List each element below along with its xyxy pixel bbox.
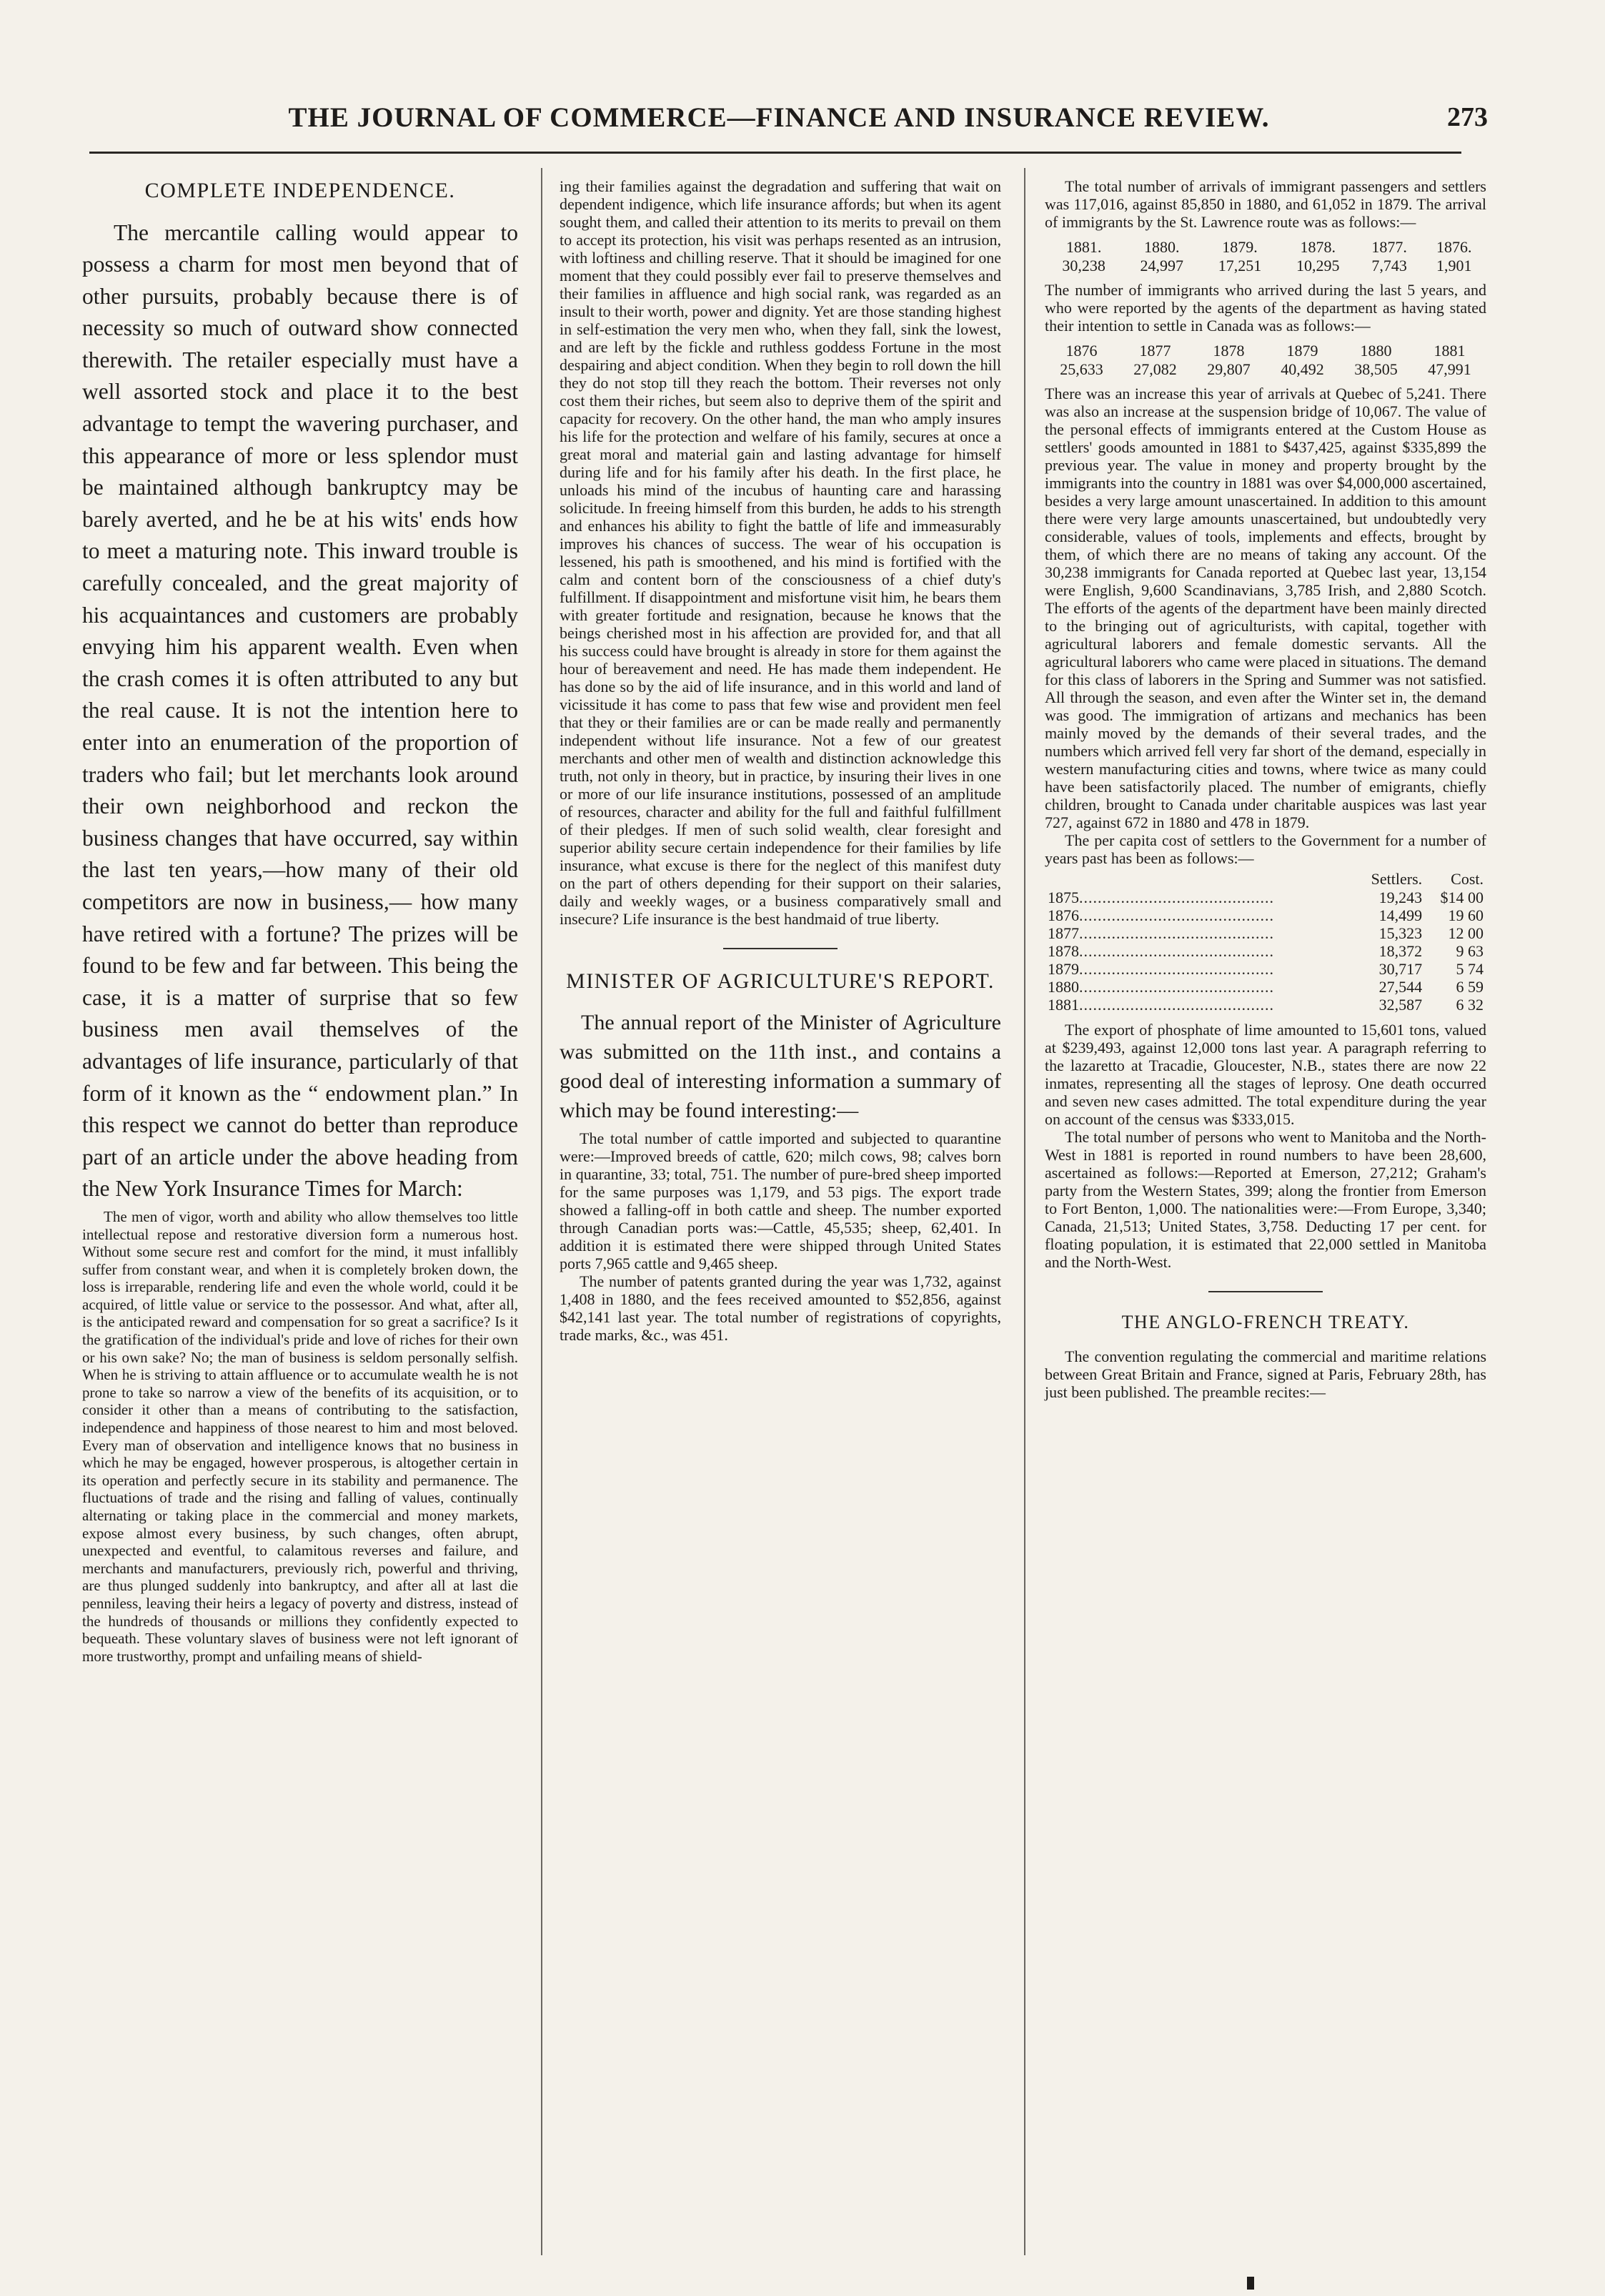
phosphate-paragraph: The export of phosphate of lime amounted to 15,601 tons, valued at $239,493, against 12,000 tons last year. A paragraph referring to the lazaretto at Tracadie, Gloucester, N.B., states there are now 22 inmates, representing all the stages of leprosy. One death occurred and seven new cases admitted. The total expenditure during the year on account of the census was $333,015. xyxy=(1045,1021,1486,1128)
anglo-french-paragraph: The convention regulating the commercial and maritime relations between Great Britain and France, signed at Paris, February 28th, has just been published. The preamble recites:— xyxy=(1045,1347,1486,1401)
table-value-cell: 25,633 xyxy=(1060,360,1103,378)
table-value-cell: 24,997 xyxy=(1140,257,1184,274)
table-row xyxy=(1045,360,1486,379)
st-lawrence-arrivals-table xyxy=(1045,238,1486,275)
column-two xyxy=(560,177,1001,1344)
settlers-column-header: Settlers. xyxy=(1371,870,1423,888)
year-cell: 1879 xyxy=(1048,960,1079,978)
year-cell: 1876 xyxy=(1048,906,1079,924)
column-one xyxy=(82,177,518,1665)
table-year-cell: 1881 xyxy=(1433,342,1466,360)
table-row: 1880.......................................... 27,544 6 59 xyxy=(1045,978,1486,996)
year-cell: 1881 xyxy=(1048,996,1079,1014)
cost-cell: 12 00 xyxy=(1448,924,1484,942)
table-value-cell: 30,238 xyxy=(1062,257,1105,274)
cost-cell: 19 60 xyxy=(1448,906,1484,924)
table-year-cell: 1880. xyxy=(1144,238,1180,256)
table-row: 1877.......................................... 15,323 12 00 xyxy=(1045,924,1486,942)
year-cell: 1877 xyxy=(1048,924,1079,942)
cost-cell: $14 00 xyxy=(1440,889,1484,906)
complete-independence-lead: The mercantile calling would appear to possess a charm for most men beyond that of other pursuits, probably because there is of necessity so much of outward show connected therewith. The retailer especially must have a well assorted stock and place it to the best advantage to tempt the wavering purchaser, and this appearance of more or less splendor must be maintained although bankruptcy may be barely averted, and he be at his wits' ends how to meet a maturing note. This inward trouble is carefully concealed, and the great majority of his acquaintances and customers are probably envying him his apparent wealth. Even when the crash comes it is often attributed to any but the real cause. It is not the intention here to enter into an enumeration of the proportion of traders who fail; but let merchants look around their own neighborhood and reckon the business changes that have occurred, say within the last ten years,—how many of their old competitors are now in business,— how many have retired with a fortune? The prizes will be found to be few and far between. This being the case, it is a matter of surprise that so few business men avail themselves of the advantages of life insurance, particularly of that form of it known as the “ endowment plan.” In this respect we cannot do better than reproduce part of an article under the above heading from the New York Insurance Times for March: xyxy=(82,219,518,1202)
quote-continuation: ing their families against the degradation and suffering that wait on dependent indigence, which life insurance affords; but when its agent sought them, and called their attention to its merits to prevail on them to accept its protection, his visit was perhaps resented as an intrusion, with loftiness and chilling reserve. That it should be imagined for one moment that they could possibly ever fail to preserve themselves and their families in affluence and high social rank, was regarded as an insult to their worth, power and dignity. Yet are those standing highest in self-estimation the very men who, when they fall, sink the lowest, and are left by the fickle and ruthless goddess Fortune in the most despairing and abject condition. When they begin to roll down the hill they do not stop till they reach the bottom. Their reverses not only cost them their riches, but seem also to deprive them of the spirit and capacity for recovery. On the other hand, the man who amply insures his life for the protection and welfare of his family, secures at once a great moral and material gain and lasting advantage for himself during life and for his family after his death. In the first place, he unloads his mind of the incubus of haunting care and harassing solicitude. In freeing himself from this burden, he adds to his strength and enhances his ability to fight the battle of life and immeasurably improves his chances of success. The wear of his occupation is lessened, his path is smoothened, and his mind is fortified with the calm and content born of the consciousness of a chief duty's fulfillment. If disappointment and misfortune visit him, he bears them with greater fortitude and resignation, because he knows that the beings cherished most in his affection are provided for, and that all his success could have brought is already in store for them against the hour of bereavement and need. He has made them independent. He has done so by the aid of life insurance, and in this world and land of vicissitude it has come to pass that few wise and provident men feel that they or their families are or can be made really and permanently independent without life insurance. Not a few of our greatest merchants and other men of wealth and distinction acknowledge this truth, not only in theory, but in practice, by insuring their lives in one or more of our life insurance institutions, possessed of an amplitude of resources, character and ability for the full and faithful fulfillment of their pledges. If men of such solid wealth, clear foresight and superior ability secure certain independence for their families by life insurance, what excuse is there for the neglect of this manifest duty on the part of others depending for their support on their salaries, daily and weekly wages, or a business comparatively small and insecure? Life insurance is the best handmaid of true liberty. xyxy=(560,177,1001,928)
cost-cell: 5 74 xyxy=(1456,960,1484,978)
table-row xyxy=(1045,257,1486,275)
header-rule xyxy=(89,152,1461,154)
settlers-cell: 18,372 xyxy=(1378,942,1423,960)
minister-report-lead: The annual report of the Minister of Agriculture was submitted on the 11th inst., and contains a good deal of interesting information a summary of which may be found interesting:— xyxy=(560,1010,1001,1122)
insurance-times-quote: The men of vigor, worth and ability who allow themselves too little intellectual repose and restorative diversion form a numerous host. Without some secure rest and comfort for the mind, it must infallibly suffer from constant wear, and when it is completely broken down, the loss is irreparable, rendering life and even the whole world, could it be acquired, of little value or service to the possessor. And what, after all, is the anticipated reward and compensation for so great a sacrifice? Is it the gratification of the individual's pride and love of riches for their own or his own sake? No; the man of business is seldom personally selfish. When he is striving to attain affluence or to accumulate wealth he is not prone to take so narrow a view of the benefits of its acquisition, or to consider it other than a means of contributing to the satisfaction, independence and happiness of those nearest to him and most beloved. Every man of observation and intelligence knows that no business in which he may be engaged, however prosperous, is altogether certain in its operation and perfectly secure in its stability and permanence. The fluctuations of trade and the rising and falling of values, continually alternating or taking place in the commercial and money markets, expose almost every business, by such changes, often abrupt, unexpected and eventful, to calamitous reverses and failure, and merchants and manufacturers, previously rich, powerful and thriving, are thus plunged suddenly into bankruptcy, and after all at last die penniless, leaving their heirs a legacy of poverty and distress, instead of the hundreds of thousands or millions they confidently expected to bequeath. These voluntary slaves of business were not left ignorant of more trustworthy, prompt and unfailing means of shield- xyxy=(82,1207,518,1665)
table-row: 1879.......................................... 30,717 5 74 xyxy=(1045,960,1486,978)
table-year-cell: 1877. xyxy=(1371,238,1407,256)
table-row: 1875.......................................... 19,243 $14 00 xyxy=(1045,889,1486,906)
table-header-row xyxy=(1045,238,1486,257)
settlers-cell: 32,587 xyxy=(1378,996,1423,1014)
table-value-cell: 7,743 xyxy=(1371,257,1407,274)
section-rule xyxy=(1208,1291,1323,1292)
year-cell: 1878 xyxy=(1048,942,1079,960)
table-year-cell: 1878. xyxy=(1300,238,1336,256)
cost-cell: 9 63 xyxy=(1456,942,1484,960)
per-capita-paragraph: The per capita cost of settlers to the Government for a number of years past has been as follows:— xyxy=(1045,831,1486,867)
intention-paragraph: The number of immigrants who arrived during the last 5 years, and who were reported by the agents of the department as having stated their intention to settle in Canada was as follows:— xyxy=(1045,281,1486,335)
table-value-cell: 40,492 xyxy=(1281,360,1324,378)
settlers-cell: 14,499 xyxy=(1378,906,1423,924)
section-rule xyxy=(723,948,838,949)
patents-paragraph: The number of patents granted during the year was 1,732, against 1,408 in 1880, and the fees received amounted to $52,856, against $42,141 last year. The total number of registrations of copyrights, trade marks, &c., was 451. xyxy=(560,1272,1001,1344)
cost-cell: 6 59 xyxy=(1456,978,1484,996)
intending-settlers-table xyxy=(1045,342,1486,379)
settlers-cell: 15,323 xyxy=(1378,924,1423,942)
running-title: THE JOURNAL OF COMMERCE—FINANCE AND INSURANCE REVIEW. xyxy=(288,102,1270,133)
settlers-cell: 30,717 xyxy=(1378,960,1423,978)
table-year-cell: 1880 xyxy=(1360,342,1392,360)
minister-report-title: MINISTER OF AGRICULTURE'S REPORT. xyxy=(566,969,995,993)
table-value-cell: 27,082 xyxy=(1133,360,1177,378)
table-year-cell: 1877 xyxy=(1139,342,1171,360)
table-value-cell: 1,901 xyxy=(1436,257,1472,274)
table-header-row xyxy=(1045,342,1486,360)
year-cell: 1880 xyxy=(1048,978,1079,996)
table-value-cell: 17,251 xyxy=(1218,257,1262,274)
table-year-cell: 1876. xyxy=(1436,238,1472,256)
print-mark xyxy=(1247,2277,1254,2290)
cattle-paragraph: The total number of cattle imported and subjected to quarantine were:—Improved breeds of cattle, 620; milch cows, 98; calves born in quarantine, 33; total, 751. The number of pure-bred sheep imported for the same purposes was 1,179, and 53 pigs. The export trade showed a falling-off in both cattle and sheep. The number exported through Canadian ports was:—Cattle, 45,535; sheep, 62,401. In addition it is estimated there were shipped through United States ports 7,965 cattle and 9,465 sheep. xyxy=(560,1129,1001,1272)
table-value-cell: 47,991 xyxy=(1428,360,1471,378)
column-divider xyxy=(541,168,542,2255)
year-cell: 1875 xyxy=(1048,889,1079,906)
table-row: 1876.......................................... 14,499 19 60 xyxy=(1045,906,1486,924)
table-year-cell: 1879. xyxy=(1222,238,1258,256)
table-year-cell: 1876 xyxy=(1065,342,1098,360)
table-row: 1878.......................................... 18,372 9 63 xyxy=(1045,942,1486,960)
table-value-cell: 10,295 xyxy=(1296,257,1340,274)
complete-independence-title: COMPLETE INDEPENDENCE. xyxy=(144,179,456,202)
table-value-cell: 38,505 xyxy=(1354,360,1398,378)
table-year-cell: 1878 xyxy=(1213,342,1245,360)
table-row: 1881.......................................... 32,587 6 32 xyxy=(1045,996,1486,1014)
table-year-cell: 1879 xyxy=(1286,342,1318,360)
settler-cost-table xyxy=(1045,870,1486,1014)
table-year-cell: 1881. xyxy=(1065,238,1102,256)
table-value-cell: 29,807 xyxy=(1207,360,1251,378)
quebec-paragraph: There was an increase this year of arrivals at Quebec of 5,241. There was also an increase at the suspension bridge of 10,067. The value of the personal effects of immigrants entered at the Custom House as settlers' goods amounted in 1881 to $437,425, against $335,899 the previous year. The value in money and property brought by the immigrants into the country in 1881 was over $4,000,000 ascertained, besides a very large amount unascertained. In addition to this amount there were very large amounts unascertained, but undoubtedly very considerable, values of tools, implements and effects, brought by them, of which there are no means of taking any account. Of the 30,238 immigrants for Canada reported at Quebec last year, 13,154 were English, 9,600 Scandinavians, 3,785 Irish, and 2,880 Scotch. The efforts of the agents of the department have been mainly directed to the bringing out of agriculturists, with capital, together with agricultural laborers and female domestic servants. All the agricultural laborers who came were placed in situations. The demand for this class of laborers in the Spring and Summer was not satisfied. All through the season, and even after the Winter set in, the demand was good. The immigration of artizans and mechanics has been mainly moved by the demands of their several trades, and the numbers which arrived fell very far short of the demand, especially in western manufacturing cities and towns, where twice as many could have been satisfactorily placed. The number of emigrants, chiefly children, brought to Canada under charitable auspices was last year 727, against 672 in 1880 and 478 in 1879. xyxy=(1045,385,1486,831)
column-three xyxy=(1045,177,1486,1401)
column-divider xyxy=(1024,168,1025,2255)
settlers-cell: 19,243 xyxy=(1378,889,1423,906)
arrivals-paragraph: The total number of arrivals of immigrant passengers and settlers was 117,016, against 85,850 in 1880, and 61,052 in 1879. The arrival of immigrants by the St. Lawrence route was as follows:— xyxy=(1045,177,1486,231)
anglo-french-title: THE ANGLO-FRENCH TREATY. xyxy=(1121,1312,1410,1332)
table-header-row xyxy=(1045,870,1486,889)
cost-column-header: Cost. xyxy=(1451,870,1484,888)
cost-cell: 6 32 xyxy=(1456,996,1484,1014)
settlers-cell: 27,544 xyxy=(1378,978,1423,996)
manitoba-paragraph: The total number of persons who went to Manitoba and the North-West in 1881 is reported in round numbers to have been 28,600, ascertained as follows:—Reported at Emerson, 27,212; Graham's party from the Western States, 399; along the frontier from Emerson to Fort Benton, 1,000. The nationalities were:—From Europe, 3,340; Canada, 21,513; United States, 3,758. Deducting 17 per cent. for floating population, it is estimated that 22,000 settled in Manitoba and the North-West. xyxy=(1045,1128,1486,1271)
page-number: 273 xyxy=(1447,102,1488,132)
